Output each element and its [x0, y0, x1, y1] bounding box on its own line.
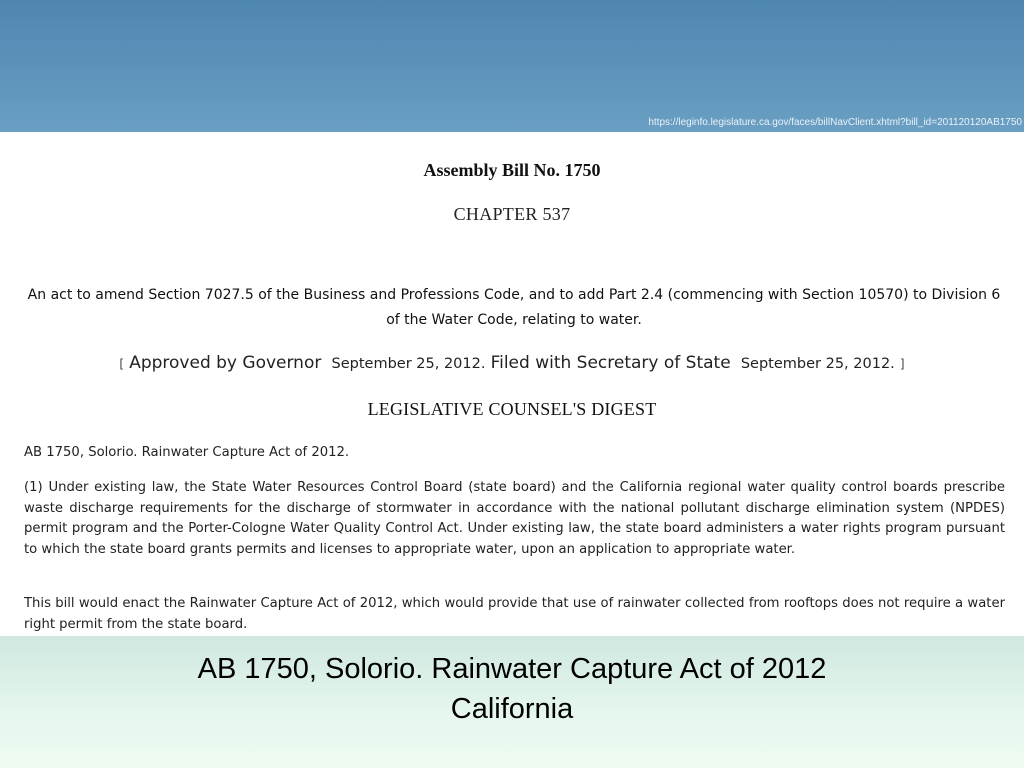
source-url[interactable]: https://leginfo.legislature.ca.gov/faces/billNavClient.xhtml?bill_id=201120120AB1750 [648, 117, 1022, 128]
caption-line-1: AB 1750, Solorio. Rainwater Capture Act of 2012 [197, 653, 827, 685]
act-description: An act to amend Section 7027.5 of the Business and Professions Code, and to add Part 2.4 (commencing with Section 10570) to Division 6 of the Water Code, relating to water. [27, 287, 1001, 328]
caption-line-2: California [450, 693, 574, 725]
caption-band [0, 636, 1024, 768]
bill-title: Assembly Bill No. 1750 [423, 160, 601, 180]
filed-date: September 25, 2012. [740, 356, 895, 372]
digest-paragraph: AB 1750, Solorio. Rainwater Capture Act of 2012. [24, 445, 350, 460]
header-band [0, 0, 1024, 132]
digest-heading: LEGISLATIVE COUNSEL'S DIGEST [367, 399, 657, 419]
approval-line [0, 353, 1024, 373]
approved-date: September 25, 2012. [331, 356, 486, 372]
approved-label: Approved by Governor [129, 353, 322, 373]
slide-caption [0, 649, 1024, 729]
open-bracket: [ [119, 357, 125, 371]
digest-paragraph: (1) Under existing law, the State Water Resources Control Board (state board) and the California regional water quality control boards prescribe waste discharge requirements for the discharge of stormwater in accordance with the national pollutant discharge elimination system (NPDES) permit program and the Porter-Cologne Water Quality Control Act. Under existing law, the state board administers a water rights program pursuant to which the state board grants permits and licenses to appropriate water, upon an application to appropriate water. [24, 480, 1005, 558]
filed-label: Filed with Secretary of State [490, 353, 731, 373]
digest-paragraph: This bill would enact the Rainwater Capture Act of 2012, which would provide that use of rainwater collected from rooftops does not require a water right permit from the state board. [24, 596, 1005, 632]
chapter-number: CHAPTER 537 [453, 204, 571, 224]
bill-document-screenshot [0, 132, 1024, 636]
close-bracket: ] [899, 357, 905, 371]
